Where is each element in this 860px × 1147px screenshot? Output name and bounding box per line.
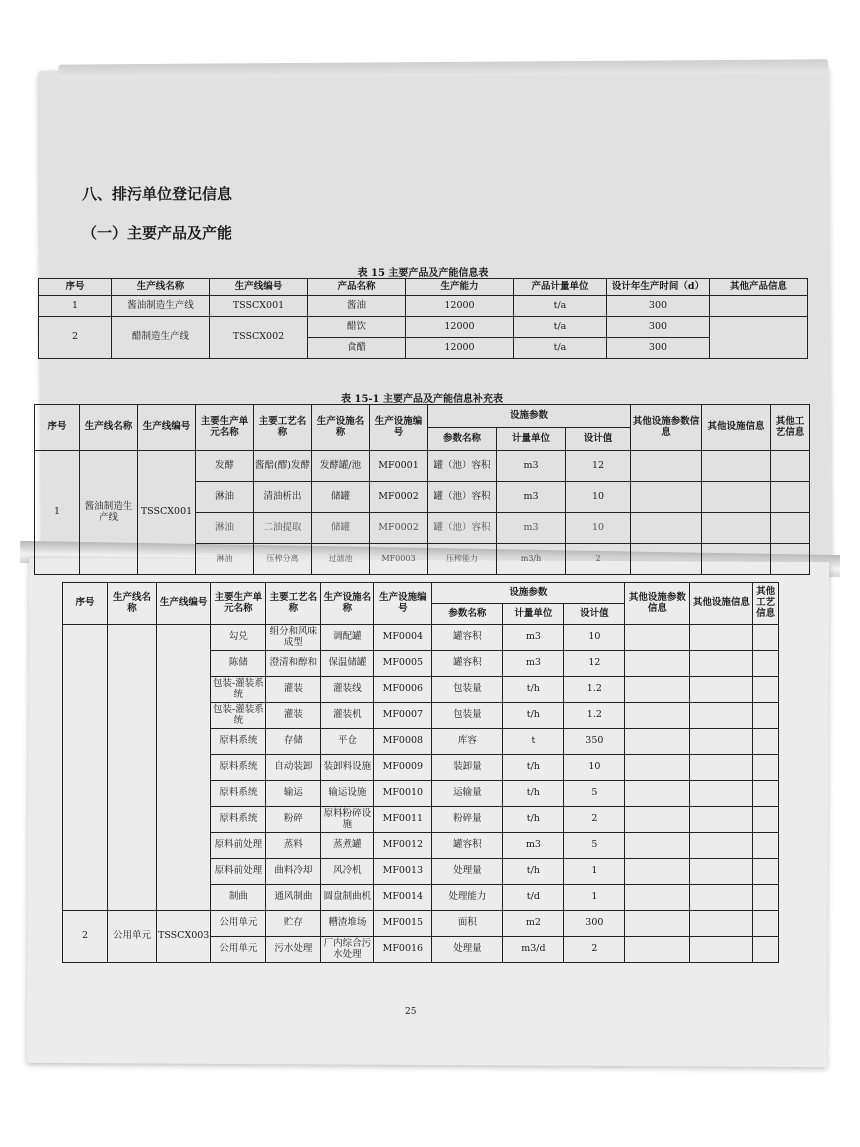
cell: TSSCX003 [157,911,211,963]
cell: m3 [497,513,566,544]
cell: 原料前处理 [211,859,266,885]
cell: MF0009 [374,755,432,781]
cell [631,451,702,482]
table-header-row [63,583,779,604]
cell: MF0001 [370,451,428,482]
cell: 1 [39,296,112,317]
cell: MF0005 [374,651,432,677]
col-header: 其他设施信息 [690,583,753,625]
cell [690,729,753,755]
cell: 过滤池 [312,544,370,575]
cell: 包装-灌装系统 [211,703,266,729]
cell: MF0014 [374,885,432,911]
cell: 储罐 [312,482,370,513]
table15-1 [34,404,810,575]
cell: MF0010 [374,781,432,807]
cell: t/a [514,338,607,359]
cell: 12 [566,451,631,482]
cell: 2 [39,317,112,359]
col-header: 设施参数 [428,405,631,428]
cell: t/h [503,807,564,833]
cell: 圆盘制曲机 [321,885,374,911]
cell [690,651,753,677]
cell: 300 [564,911,625,937]
cell: MF0013 [374,859,432,885]
cell: t/h [503,703,564,729]
cell: 制曲 [211,885,266,911]
cell [625,859,690,885]
cell: 1 [564,859,625,885]
cell: 罐（池）容积 [428,451,497,482]
col-header: 主要生产单元名称 [196,405,254,451]
cell: 处理能力 [432,885,503,911]
cell: 罐（池）容积 [428,513,497,544]
table151-caption: 表 15-1 主要产品及产能信息补充表 [341,394,503,405]
cell: 蒸煮罐 [321,833,374,859]
cell: 曲料冷却 [266,859,321,885]
cell [690,703,753,729]
cell: 10 [566,482,631,513]
cell [753,859,779,885]
cell [631,544,702,575]
col-header: 生产线编号 [210,279,308,296]
cell [625,703,690,729]
cell: 5 [564,833,625,859]
cell [625,781,690,807]
cell: 存储 [266,729,321,755]
cell: 5 [564,781,625,807]
cell: 面积 [432,911,503,937]
cell [690,885,753,911]
cell: 1.2 [564,677,625,703]
table-row [39,317,808,338]
cell: 灌装机 [321,703,374,729]
cell [690,807,753,833]
section-title: 八、排污单位登记信息 [82,185,233,203]
cell: m3 [503,651,564,677]
cell: 通风制曲 [266,885,321,911]
cell: 12000 [406,296,514,317]
col-header: 参数名称 [432,604,503,625]
col-header: 主要工艺名称 [254,405,312,451]
cell [771,451,810,482]
cell [753,781,779,807]
col-header: 计量单位 [503,604,564,625]
cell: 库容 [432,729,503,755]
cell: 组分和风味成型 [266,625,321,651]
cell: MF0002 [370,513,428,544]
cell: 公用单元 [108,911,157,963]
cell: 灌装 [266,703,321,729]
cell: MF0002 [370,482,428,513]
cell [625,833,690,859]
cell: 保温储罐 [321,651,374,677]
cell: m3 [497,451,566,482]
col-header: 生产线编号 [157,583,211,625]
cell [753,833,779,859]
cell: 澄清和醇和 [266,651,321,677]
cell [702,482,771,513]
cell: 输运设施 [321,781,374,807]
cell: 2 [564,937,625,963]
cell [771,544,810,575]
col-header: 设计年生产时间（d） [607,279,710,296]
cell: MF0007 [374,703,432,729]
cell: 糟渣堆场 [321,911,374,937]
cell [753,703,779,729]
cell: 350 [564,729,625,755]
col-header: 生产设施编号 [374,583,432,625]
cell [625,651,690,677]
cell: MF0003 [370,544,428,575]
cell: 粉碎量 [432,807,503,833]
cell [108,625,157,911]
cell: 厂内综合污水处理 [321,937,374,963]
cell: m3 [497,482,566,513]
cell: 勾兑 [211,625,266,651]
cell [625,755,690,781]
cell: 2 [566,544,631,575]
cell [625,729,690,755]
cell [625,937,690,963]
cell [753,937,779,963]
cell: 蒸料 [266,833,321,859]
cell: t/h [503,755,564,781]
cell [753,911,779,937]
col-header: 生产能力 [406,279,514,296]
col-header: 生产设施名称 [312,405,370,451]
cell [702,513,771,544]
col-header: 参数名称 [428,428,497,451]
col-header: 其他工艺信息 [771,405,810,451]
cell: 包装量 [432,677,503,703]
cell: 二油提取 [254,513,312,544]
cell [753,651,779,677]
cell [625,807,690,833]
col-header: 序号 [35,405,80,451]
cell: 酱油 [308,296,406,317]
cell: 原料前处理 [211,833,266,859]
cell: 粉碎 [266,807,321,833]
cell: t/d [503,885,564,911]
cell: 平仓 [321,729,374,755]
cell: 压榨分离 [254,544,312,575]
table-header-row [39,279,808,296]
cell [702,451,771,482]
cell [753,677,779,703]
cell [690,781,753,807]
col-header: 生产线名称 [108,583,157,625]
cell [753,729,779,755]
cell: 陈储 [211,651,266,677]
table15-1-continued [62,582,779,963]
cell: 醋饮 [308,317,406,338]
cell: 公用单元 [211,937,266,963]
table-row [63,911,779,937]
cell: m2 [503,911,564,937]
cell: MF0015 [374,911,432,937]
cell: 公用单元 [211,911,266,937]
cell: 淋油 [196,513,254,544]
cell [690,625,753,651]
cell: 压榨能力 [428,544,497,575]
cell: 食醋 [308,338,406,359]
cell: TSSCX002 [210,317,308,359]
cell [625,911,690,937]
cell: 原料系统 [211,755,266,781]
cell: 10 [566,513,631,544]
cell [625,625,690,651]
col-header: 其他工艺信息 [753,583,779,625]
col-header: 设计值 [566,428,631,451]
cell [157,625,211,911]
cell [631,482,702,513]
table15-caption: 表 15 主要产品及产能信息表 [357,268,489,279]
cell: 装卸料设施 [321,755,374,781]
cell: t/a [514,296,607,317]
cell: 醋制造生产线 [112,317,210,359]
cell [771,513,810,544]
cell: 酱油制造生产线 [112,296,210,317]
cell [631,513,702,544]
col-header: 生产线名称 [112,279,210,296]
cell: 12000 [406,338,514,359]
col-header: 设施参数 [432,583,625,604]
cell: t/h [503,859,564,885]
cell: 1 [564,885,625,911]
cell: 原料系统 [211,729,266,755]
col-header: 生产线编号 [138,405,196,451]
cell: 灌装线 [321,677,374,703]
cell: MF0008 [374,729,432,755]
cell: 灌装 [266,677,321,703]
cell: 300 [607,317,710,338]
cell: 罐容积 [432,833,503,859]
cell: 输运 [266,781,321,807]
cell: 贮存 [266,911,321,937]
cell: 污水处理 [266,937,321,963]
cell: 风冷机 [321,859,374,885]
cell: TSSCX001 [210,296,308,317]
cell: 原料粉碎设施 [321,807,374,833]
col-header: 计量单位 [497,428,566,451]
cell: 原料系统 [211,807,266,833]
col-header: 设计值 [564,604,625,625]
table-row [39,296,808,317]
cell: 罐（池）容积 [428,482,497,513]
cell: 淋油 [196,544,254,575]
cell: MF0011 [374,807,432,833]
cell: 发酵罐/池 [312,451,370,482]
cell [690,937,753,963]
cell [690,833,753,859]
col-header: 序号 [63,583,108,625]
cell: 1.2 [564,703,625,729]
cell [690,677,753,703]
col-header: 其他设施参数信息 [631,405,702,451]
cell: t/a [514,317,607,338]
cell: MF0016 [374,937,432,963]
cell: 处理量 [432,859,503,885]
cell: m3/d [503,937,564,963]
cell: t [503,729,564,755]
col-header: 其他设施信息 [702,405,771,451]
cell [625,677,690,703]
cell [753,625,779,651]
col-header: 产品计量单位 [514,279,607,296]
col-header: 生产设施名称 [321,583,374,625]
subsection-title: （一）主要产品及产能 [82,224,233,242]
cell: MF0006 [374,677,432,703]
cell [710,317,808,359]
cell: m3 [503,833,564,859]
col-header: 生产设施编号 [370,405,428,451]
col-header: 主要生产单元名称 [211,583,266,625]
cell: 原料系统 [211,781,266,807]
table-row [35,451,810,482]
cell: 清油析出 [254,482,312,513]
cell: 酱油制造生产线 [80,451,138,575]
table-header-row [35,405,810,428]
col-header: 其他产品信息 [710,279,808,296]
cell [63,625,108,911]
col-header: 产品名称 [308,279,406,296]
page-number: 25 [405,1007,417,1017]
col-header: 其他设施参数信息 [625,583,690,625]
cell: 自动装卸 [266,755,321,781]
cell: 储罐 [312,513,370,544]
cell: 运输量 [432,781,503,807]
table15 [38,278,808,359]
cell: 1 [35,451,80,575]
cell [771,482,810,513]
cell: 10 [564,755,625,781]
cell: t/h [503,677,564,703]
cell [702,544,771,575]
cell: 2 [564,807,625,833]
cell: m3 [503,625,564,651]
cell: 12 [564,651,625,677]
table-row [63,625,779,651]
cell [710,296,808,317]
cell: t/h [503,781,564,807]
cell: 淋油 [196,482,254,513]
cell: MF0004 [374,625,432,651]
cell: 发酵 [196,451,254,482]
cell [690,911,753,937]
cell: 调配罐 [321,625,374,651]
cell: 10 [564,625,625,651]
cell [753,807,779,833]
cell: 装卸量 [432,755,503,781]
col-header: 序号 [39,279,112,296]
cell [753,885,779,911]
cell: 包装-灌装系统 [211,677,266,703]
cell: MF0012 [374,833,432,859]
cell: 12000 [406,317,514,338]
cell [690,755,753,781]
cell [753,755,779,781]
col-header: 生产线名称 [80,405,138,451]
cell [690,859,753,885]
cell: 罐容积 [432,651,503,677]
cell: 300 [607,296,710,317]
cell [625,885,690,911]
cell: 罐容积 [432,625,503,651]
cell: 包装量 [432,703,503,729]
cell: m3/h [497,544,566,575]
cell: TSSCX001 [138,451,196,575]
cell: 处理量 [432,937,503,963]
cell: 酱醅(醪)发酵 [254,451,312,482]
col-header: 主要工艺名称 [266,583,321,625]
cell: 2 [63,911,108,963]
cell: 300 [607,338,710,359]
